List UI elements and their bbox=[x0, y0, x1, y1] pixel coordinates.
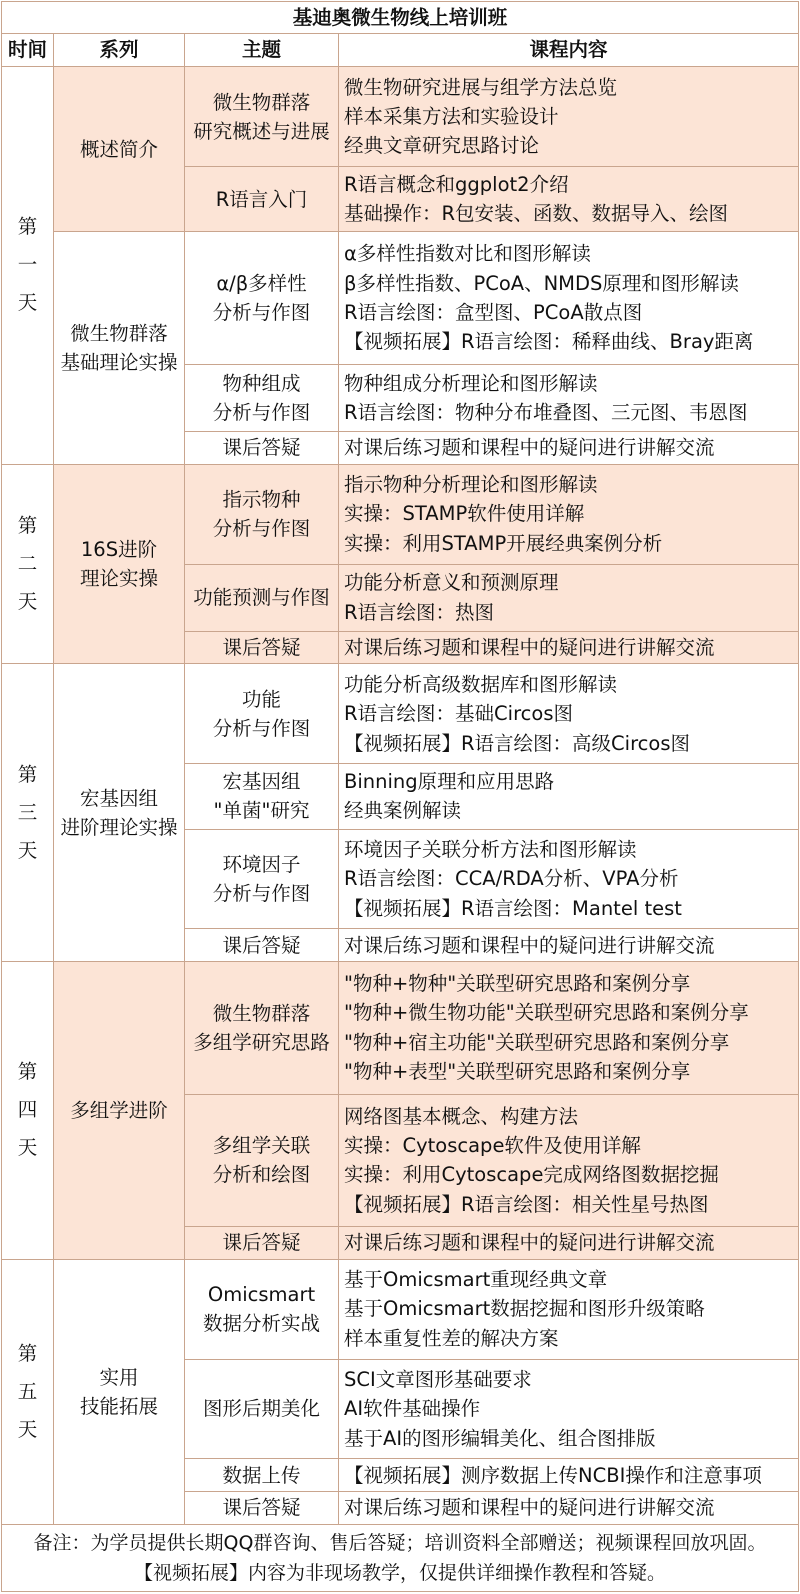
series-cell bbox=[54, 1259, 185, 1524]
series-cell bbox=[54, 67, 185, 232]
series-line: 基础理论实操 bbox=[60, 351, 178, 374]
topic-cell bbox=[185, 764, 339, 829]
content-cell bbox=[339, 631, 799, 664]
topic-line: α/β多样性 bbox=[216, 272, 307, 296]
topic-line: 分析与作图 bbox=[212, 881, 311, 905]
topic-line: 课后答疑 bbox=[222, 1231, 301, 1255]
content-cell bbox=[339, 1259, 799, 1359]
content-cell bbox=[339, 464, 799, 564]
content-line: 指示物种分析理论和图形解读 bbox=[344, 473, 598, 497]
content-line: 对课后练习题和课程中的疑问进行讲解交流 bbox=[344, 436, 715, 460]
notes-row bbox=[2, 1524, 799, 1591]
day-char: 天 bbox=[17, 590, 38, 614]
topic-line: 功能预测与作图 bbox=[193, 586, 330, 610]
content-line: 样本重复性差的解决方案 bbox=[344, 1326, 559, 1350]
content-line: 网络图基本概念、构建方法 bbox=[344, 1104, 579, 1128]
content-line: 【视频拓展】R语言绘图：相关性星号热图 bbox=[344, 1192, 709, 1216]
content-line: R语言绘图：基础Circos图 bbox=[344, 702, 573, 726]
topic-cell bbox=[185, 929, 339, 962]
day-char: 一 bbox=[17, 253, 38, 277]
content-cell bbox=[339, 764, 799, 829]
topic-line: 课后答疑 bbox=[222, 1496, 301, 1520]
topic-line: "单菌"研究 bbox=[213, 799, 310, 823]
content-cell bbox=[339, 564, 799, 631]
table-row bbox=[2, 664, 799, 764]
topic-cell bbox=[185, 1359, 339, 1459]
series-cell bbox=[54, 464, 185, 664]
content-line: 实操：STAMP软件使用详解 bbox=[344, 502, 585, 526]
series-line: 技能拓展 bbox=[79, 1394, 158, 1418]
table-row bbox=[2, 464, 799, 564]
content-line: 基于AI的图形编辑美化、组合图排版 bbox=[344, 1426, 656, 1450]
content-line: 功能分析高级数据库和图形解读 bbox=[344, 672, 618, 696]
series-cell bbox=[54, 664, 185, 962]
content-cell bbox=[339, 167, 799, 232]
content-line: 【视频拓展】R语言绘图：Mantel test bbox=[344, 896, 682, 920]
day-char: 第 bbox=[17, 762, 38, 786]
topic-line: 数据上传 bbox=[222, 1463, 301, 1487]
content-line: 物种组成分析理论和图形解读 bbox=[344, 371, 598, 395]
series-cell bbox=[54, 232, 185, 464]
topic-line: 多组学研究思路 bbox=[193, 1030, 330, 1054]
topic-line: 分析与作图 bbox=[212, 301, 311, 325]
topic-line: 课后答疑 bbox=[222, 436, 301, 460]
topic-cell bbox=[185, 167, 339, 232]
note-line: 【视频拓展】内容为非现场教学，仅提供详细操作教程和答疑。 bbox=[134, 1561, 667, 1584]
content-line: AI软件基础操作 bbox=[344, 1397, 481, 1421]
day-cell bbox=[2, 464, 54, 664]
topic-cell bbox=[185, 232, 339, 365]
content-line: R语言绘图：热图 bbox=[344, 600, 495, 624]
table-row bbox=[2, 1259, 799, 1359]
series-line: 概述简介 bbox=[79, 137, 158, 161]
topic-line: Omicsmart bbox=[207, 1283, 316, 1307]
content-cell bbox=[339, 67, 799, 167]
series-cell bbox=[54, 962, 185, 1260]
content-line: 对课后练习题和课程中的疑问进行讲解交流 bbox=[344, 933, 715, 957]
content-cell bbox=[339, 232, 799, 365]
header-series: 系列 bbox=[54, 33, 185, 67]
notes-cell bbox=[2, 1524, 799, 1591]
series-line: 进阶理论实操 bbox=[60, 815, 178, 839]
series-line: 微生物群落 bbox=[70, 322, 168, 345]
content-line: "物种+微生物功能"关联型研究思路和案例分享 bbox=[344, 1001, 749, 1025]
topic-cell bbox=[185, 1491, 339, 1524]
topic-line: 指示物种 bbox=[222, 488, 301, 512]
topic-cell bbox=[185, 364, 339, 431]
content-cell bbox=[339, 664, 799, 764]
topic-cell bbox=[185, 67, 339, 167]
day-char: 天 bbox=[17, 838, 38, 862]
content-line: 经典文章研究思路讨论 bbox=[344, 134, 540, 158]
day-cell bbox=[2, 664, 54, 962]
header-time: 时间 bbox=[2, 33, 54, 67]
topic-cell bbox=[185, 1227, 339, 1260]
topic-line: 分析与作图 bbox=[212, 517, 311, 541]
day-char: 二 bbox=[17, 552, 38, 576]
note-line: 备注：为学员提供长期QQ群咨询、售后答疑；培训资料全部赠送；视频课程回放巩固。 bbox=[33, 1531, 767, 1554]
content-line: 实操：Cytoscape软件及使用详解 bbox=[344, 1133, 641, 1157]
content-cell bbox=[339, 829, 799, 929]
content-line: 实操：利用STAMP开展经典案例分析 bbox=[344, 531, 663, 555]
day-char: 天 bbox=[17, 1136, 38, 1160]
content-line: "物种+表型"关联型研究思路和案例分享 bbox=[344, 1060, 691, 1084]
day-cell bbox=[2, 1259, 54, 1524]
header-content: 课程内容 bbox=[339, 33, 799, 67]
content-line: R语言绘图：盒型图、PCoA散点图 bbox=[344, 301, 643, 325]
series-line: 多组学进阶 bbox=[70, 1098, 168, 1122]
content-line: 【视频拓展】R语言绘图：高级Circos图 bbox=[344, 731, 690, 755]
topic-cell bbox=[185, 1259, 339, 1359]
content-line: R语言绘图：CCA/RDA分析、VPA分析 bbox=[344, 867, 679, 891]
content-cell bbox=[339, 962, 799, 1095]
content-line: 经典案例解读 bbox=[344, 799, 462, 823]
content-cell bbox=[339, 432, 799, 465]
topic-cell bbox=[185, 829, 339, 929]
header-topic: 主题 bbox=[185, 33, 339, 67]
content-line: 对课后练习题和课程中的疑问进行讲解交流 bbox=[344, 1231, 715, 1255]
content-line: 基础操作：R包安装、函数、数据导入、绘图 bbox=[344, 202, 729, 226]
topic-line: 图形后期美化 bbox=[202, 1397, 320, 1421]
topic-cell bbox=[185, 432, 339, 465]
topic-line: 课后答疑 bbox=[222, 636, 301, 660]
topic-cell bbox=[185, 464, 339, 564]
topic-cell bbox=[185, 962, 339, 1095]
topic-cell bbox=[185, 564, 339, 631]
series-line: 实用 bbox=[99, 1365, 139, 1389]
content-line: "物种+宿主功能"关联型研究思路和案例分享 bbox=[344, 1030, 730, 1054]
topic-line: 宏基因组 bbox=[222, 770, 301, 794]
topic-line: 物种组成 bbox=[222, 371, 301, 395]
content-line: R语言概念和ggplot2介绍 bbox=[344, 172, 569, 196]
topic-line: 分析和绘图 bbox=[212, 1163, 311, 1187]
content-cell bbox=[339, 1491, 799, 1524]
topic-line: 课后答疑 bbox=[222, 933, 301, 957]
content-line: 【视频拓展】测序数据上传NCBI操作和注意事项 bbox=[344, 1463, 762, 1487]
day-char: 五 bbox=[17, 1379, 38, 1403]
content-line: R语言绘图：物种分布堆叠图、三元图、韦恩图 bbox=[344, 400, 748, 424]
series-line: 理论实操 bbox=[79, 567, 158, 591]
topic-cell bbox=[185, 664, 339, 764]
day-char: 四 bbox=[17, 1098, 38, 1122]
topic-line: 多组学关联 bbox=[212, 1134, 311, 1158]
series-line: 宏基因组 bbox=[79, 786, 158, 810]
table-title: 基迪奥微生物线上培训班 bbox=[2, 2, 799, 34]
content-cell bbox=[339, 1094, 799, 1227]
content-line: "物种+物种"关联型研究思路和案例分享 bbox=[344, 972, 691, 996]
topic-line: 分析与作图 bbox=[212, 716, 311, 740]
content-line: 【视频拓展】R语言绘图：稀释曲线、Bray距离 bbox=[344, 330, 754, 354]
content-line: 基于Omicsmart重现经典文章 bbox=[344, 1268, 608, 1292]
day-char: 第 bbox=[17, 1341, 38, 1365]
topic-line: R语言入门 bbox=[215, 187, 308, 211]
day-char: 第 bbox=[17, 514, 38, 538]
day-cell bbox=[2, 67, 54, 464]
content-line: β多样性指数、PCoA、NMDS原理和图形解读 bbox=[344, 271, 739, 295]
content-line: 对课后练习题和课程中的疑问进行讲解交流 bbox=[344, 635, 715, 659]
content-cell bbox=[339, 929, 799, 962]
content-cell bbox=[339, 1459, 799, 1492]
day-cell bbox=[2, 962, 54, 1260]
topic-line: 微生物群落 bbox=[212, 90, 311, 114]
topic-cell bbox=[185, 1094, 339, 1227]
day-char: 天 bbox=[17, 1417, 38, 1441]
content-line: 实操：利用Cytoscape完成网络图数据挖掘 bbox=[344, 1163, 719, 1187]
content-line: 基于Omicsmart数据挖掘和图形升级策略 bbox=[344, 1297, 705, 1321]
table-row bbox=[2, 67, 799, 167]
table-row bbox=[2, 962, 799, 1095]
series-line: 16S进阶 bbox=[80, 538, 158, 562]
day-char: 天 bbox=[17, 291, 38, 315]
topic-line: 功能 bbox=[241, 687, 281, 711]
content-line: 微生物研究进展与组学方法总览 bbox=[344, 75, 618, 99]
schedule-table bbox=[1, 1, 799, 1592]
content-line: 样本采集方法和实验设计 bbox=[344, 105, 559, 128]
content-line: 对课后练习题和课程中的疑问进行讲解交流 bbox=[344, 1496, 715, 1520]
topic-cell bbox=[185, 631, 339, 664]
content-line: Binning原理和应用思路 bbox=[344, 770, 555, 794]
topic-line: 环境因子 bbox=[222, 852, 301, 876]
content-line: 环境因子关联分析方法和图形解读 bbox=[344, 838, 637, 862]
day-char: 第 bbox=[17, 1060, 38, 1084]
content-line: 功能分析意义和预测原理 bbox=[344, 571, 559, 595]
topic-line: 微生物群落 bbox=[212, 1001, 311, 1025]
topic-line: 分析与作图 bbox=[212, 400, 311, 424]
day-char: 第 bbox=[17, 215, 38, 239]
content-cell bbox=[339, 1227, 799, 1260]
topic-line: 数据分析实战 bbox=[202, 1312, 320, 1336]
content-cell bbox=[339, 364, 799, 431]
table-row bbox=[2, 232, 799, 365]
content-line: SCI文章图形基础要求 bbox=[344, 1367, 532, 1391]
topic-cell bbox=[185, 1459, 339, 1492]
content-line: α多样性指数对比和图形解读 bbox=[344, 242, 591, 266]
topic-line: 研究概述与进展 bbox=[193, 119, 330, 143]
content-cell bbox=[339, 1359, 799, 1459]
day-char: 三 bbox=[17, 800, 38, 824]
